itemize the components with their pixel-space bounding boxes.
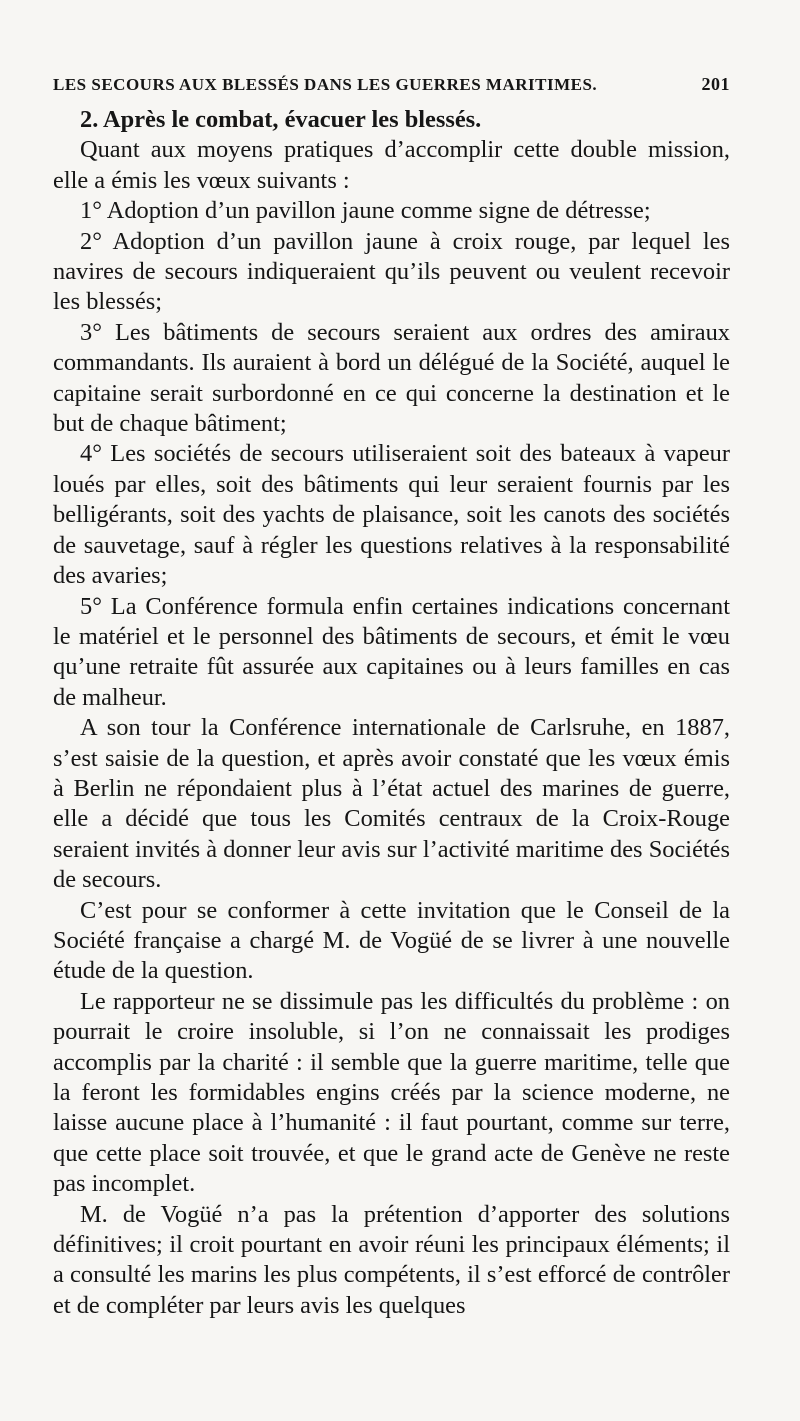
page-number: 201 [701, 74, 730, 94]
paragraph: 5° La Conférence formula enfin certaines indications concernant le matériel et le personnel des bâtiments de secours, et émit le vœu qu’une retraite fût assurée aux capitaines ou à leurs familles en cas de malheur. [53, 592, 730, 711]
paragraph: 1° Adoption d’un pavillon jaune comme signe de détresse; [80, 197, 651, 225]
paragraph: 2. Après le combat, évacuer les blessés. [80, 106, 482, 133]
paragraph: Le rapporteur ne se dissimule pas les difficultés du problème : on pourrait le croire insoluble, si l’on ne connaissait les prodiges accomplis par la charité : il semble que la guerre maritime, telle que la feront les formidables engins créés par la science moderne, ne laisse aucune place à l’humanité : il faut pourtant, comme sur terre, que cette place soit trouvée, et que le grand acte de Genève ne reste pas incomplet. [53, 987, 730, 1198]
page-body [53, 105, 730, 1321]
running-header [53, 74, 730, 95]
paragraph: 4° Les sociétés de secours utiliseraient soit des bateaux à vapeur loués par elles, soit des bâtiments qui leur seraient fournis par les belligérants, soit des yachts de plaisance, soit les canots des sociétés de sauvetage, sauf à régler les questions relatives à la responsabilité des avaries; [53, 440, 730, 590]
paragraph: 2° Adoption d’un pavillon jaune à croix rouge, par lequel les navires de secours indiqueraient qu’ils peuvent ou veulent recevoir les blessés; [53, 227, 730, 316]
paragraph: M. de Vogüé n’a pas la prétention d’apporter des solutions définitives; il croit pourtant en avoir réuni les principaux éléments; il a consulté les marins les plus compétents, il s’est efforcé de contrôler et de compléter par leurs avis les quelques [53, 1200, 730, 1319]
running-title: LES SECOURS AUX BLESSÉS DANS LES GUERRES MARITIMES. [53, 75, 598, 94]
paragraph: C’est pour se conformer à cette invitation que le Conseil de la Société française a chargé M. de Vogüé de se livrer à une nouvelle étude de la question. [53, 896, 730, 985]
paragraph: A son tour la Conférence internationale de Carlsruhe, en 1887, s’est saisie de la question, et après avoir constaté que les vœux émis à Berlin ne répondaient plus à l’état actuel des marines de guerre, elle a décidé que tous les Comités centraux de la Croix-Rouge seraient invités à donner leur avis sur l’activité maritime des Sociétés de secours. [53, 714, 730, 894]
paragraph: 3° Les bâtiments de secours seraient aux ordres des amiraux commandants. Ils auraient à bord un délégué de la Société, auquel le capitaine serait surbordonné en ce qui concerne la destination et le but de chaque bâtiment; [53, 318, 730, 438]
paragraph: Quant aux moyens pratiques d’accomplir cette double mission, elle a émis les vœux suivants : [53, 136, 730, 194]
